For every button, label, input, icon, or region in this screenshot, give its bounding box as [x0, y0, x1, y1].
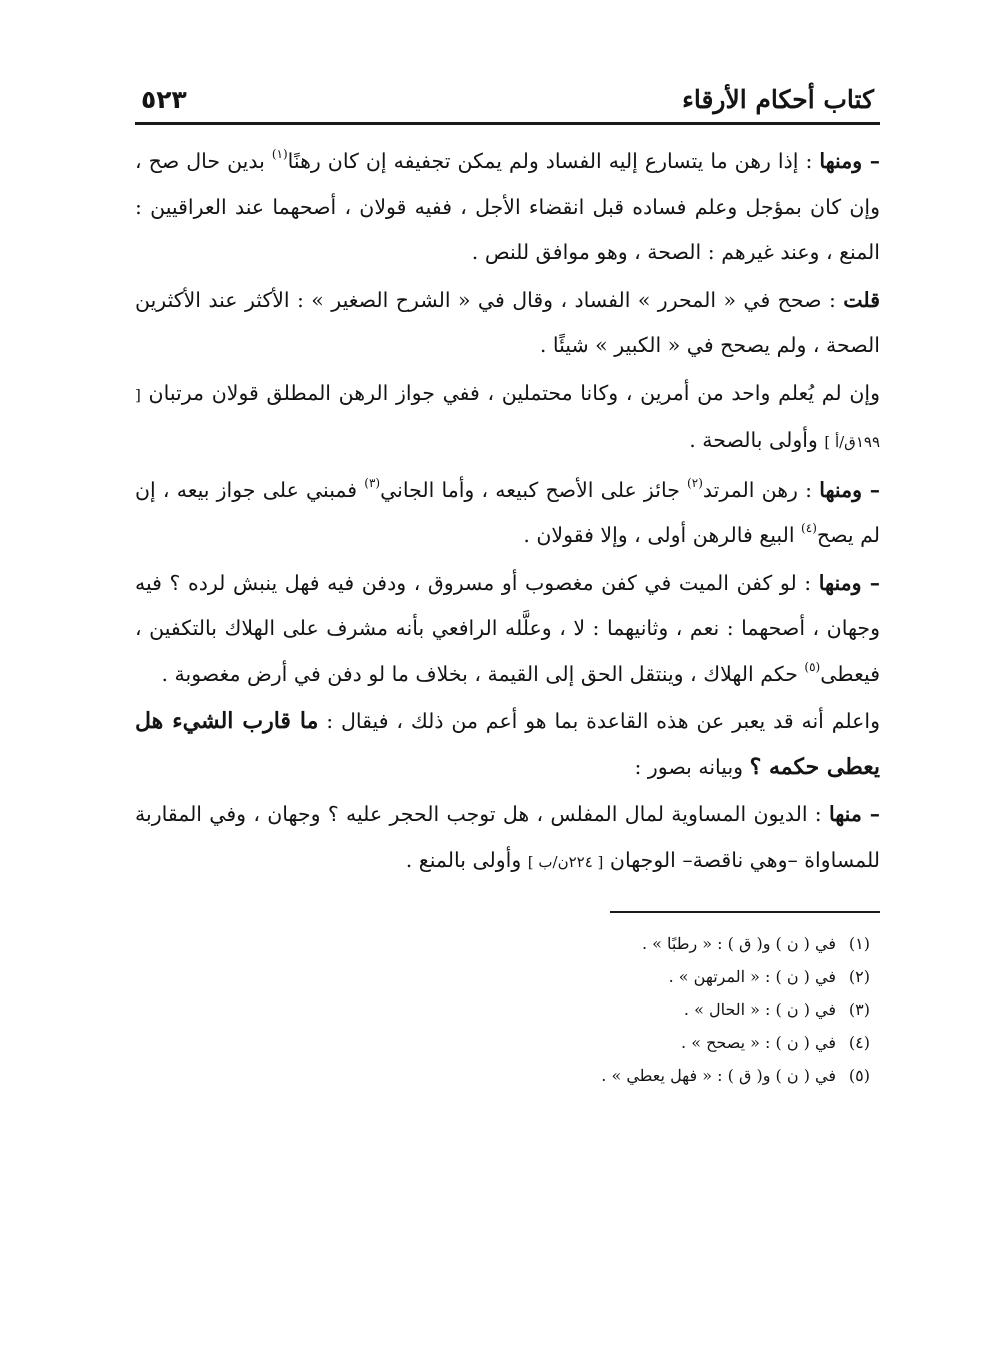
footnote-text: في ( ن ) و( ق ) : « فهل يعطي » .: [601, 1066, 836, 1085]
paragraph-lead: – ومنها: [819, 477, 881, 502]
footnote-text: في ( ن ) : « الحال » .: [683, 1000, 836, 1019]
paragraph-6: [135, 699, 880, 790]
paragraph-text: : إذا رهن ما يتسارع إليه الفساد ولم يمكن تجفيفه إن كان رهنًا: [287, 149, 820, 173]
paragraph-text: فمبني على جواز بيعه ، إن لم يصح: [135, 477, 880, 547]
paragraph-text: جائز على الأصح كبيعه ، وأما الجاني: [380, 477, 688, 502]
manuscript-ref: [ ١٩٩ق/أ ]: [135, 385, 880, 451]
paragraph-text: : الديون المساوية لمال المفلس ، هل توجب الحجر عليه ؟ وجهان ، وفي المقاربة للمساواة –وهي ناقصة– الوجهان: [135, 802, 880, 872]
paragraph-text: : رهن المرتد: [702, 477, 820, 502]
paragraph-lead: – ومنها: [819, 149, 880, 173]
main-text: [135, 139, 880, 885]
footnote-ref: (٢): [687, 475, 703, 490]
footnote-number: (٤): [848, 1033, 870, 1052]
footnote: [135, 927, 870, 960]
page-number: ٥٢٣: [141, 85, 187, 114]
footnote-ref: (٣): [364, 475, 381, 490]
paragraph-text: وأولى بالمنع .: [405, 847, 528, 872]
paragraph-2: [135, 278, 880, 369]
paragraph-text: البيع فالرهن أولى ، وإلا فقولان .: [523, 523, 802, 547]
footnote-number: (٥): [848, 1066, 870, 1085]
book-page: [135, 64, 880, 1092]
paragraph-text: وإن لم يُعلم واحد من أمرين ، وكانا محتملين ، ففي جواز الرهن المطلق قولان مرتبان: [140, 380, 880, 405]
footnote-text: في ( ن ) و( ق ) : « رطبًا » .: [641, 934, 836, 953]
footnote-text: في ( ن ) : « المرتهن » .: [668, 967, 836, 986]
footnote: [135, 960, 870, 993]
paragraph-text: وبيانه بصور :: [634, 754, 750, 779]
paragraph-lead: – ومنها: [818, 570, 880, 595]
paragraph-4: [135, 468, 880, 559]
footnote-rule: [610, 911, 880, 913]
footnote: [135, 993, 870, 1026]
footnote: [135, 1026, 870, 1059]
paragraph-5: [135, 561, 880, 698]
manuscript-ref: [ ٢٢٤ن/ب ]: [527, 852, 604, 871]
paragraph-text: : صحح في « المحرر » الفساد ، وقال في « الشرح الصغير » : الأكثر عند الأكثرين الصحة ، ولم يصحح في « الكبير » شيئًا .: [135, 287, 880, 357]
footnote-ref: (٤): [801, 521, 817, 535]
rule-statement: ما قارب الشيء هل يعطى حكمه ؟: [135, 708, 880, 780]
paragraph-lead: قلت: [843, 287, 880, 312]
paragraph-text: وأولى بالصحة .: [689, 428, 825, 452]
paragraph-text: حكم الهلاك ، وينتقل الحق إلى القيمة ، بخلاف ما لو دفن في أرض مغصوبة .: [161, 661, 805, 686]
footnote-ref: (١): [271, 147, 288, 161]
paragraph-text: بدين حال صح ، وإن كان بمؤجل وعلم فساده قبل انقضاء الأجل ، ففيه قولان ، أصحهما عند العراقيين : المنع ، وعند غيرهم : الصحة ، وهو موافق للنص .: [135, 149, 880, 264]
paragraph-3: [135, 371, 880, 466]
running-header: [135, 64, 880, 114]
footnote: [135, 1059, 870, 1092]
footnote-number: (٣): [848, 1000, 870, 1019]
paragraph-text: واعلم أنه قد يعبر عن هذه القاعدة بما هو أعم من ذلك ، فيقال :: [318, 709, 880, 733]
footnote-text: في ( ن ) : « يصحح » .: [681, 1033, 836, 1052]
footnote-ref: (٥): [804, 659, 821, 674]
paragraph-7: [135, 792, 880, 885]
paragraph-text: : لو كفن الميت في كفن مغصوب أو مسروق ، ودفن فيه فهل ينبش لرده ؟ فيه وجهان ، أصحهما : نعم ، وثانيهما : لا ، وعلَّله الرافعي بأنه مشرف على الهلاك بالتكفين ، فيعطى: [135, 570, 880, 686]
footnote-number: (٢): [848, 967, 870, 986]
header-rule: [135, 122, 880, 125]
book-title: كتاب أحكام الأرقاء: [682, 85, 874, 114]
paragraph-1: [135, 139, 880, 276]
footnotes: [135, 927, 880, 1092]
footnote-number: (١): [848, 934, 870, 953]
paragraph-lead: – منها: [828, 802, 880, 826]
